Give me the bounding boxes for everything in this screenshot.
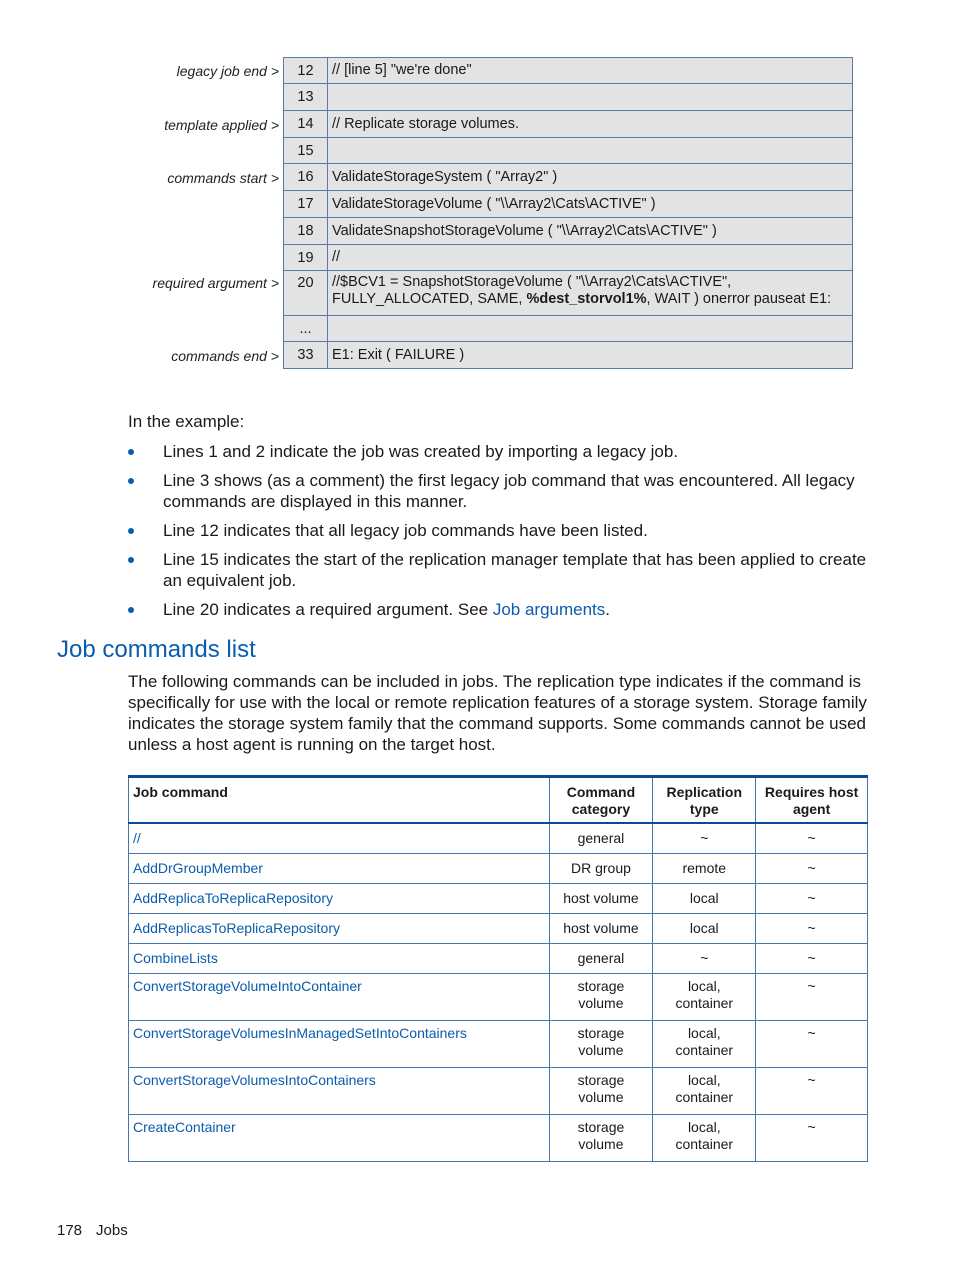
command-category: host volume xyxy=(549,883,653,913)
table-row xyxy=(129,853,868,883)
code-text: , WAIT ) onerror pauseat E1: xyxy=(646,291,832,307)
header-command-category: Command category xyxy=(549,777,653,824)
command-category: storage volume xyxy=(549,973,653,1020)
code-line xyxy=(328,138,853,164)
replication-type: local, container xyxy=(653,973,756,1020)
bullet-icon xyxy=(128,557,134,563)
command-link[interactable]: ConvertStorageVolumeIntoContainer xyxy=(129,973,550,1020)
command-category: host volume xyxy=(549,913,653,943)
listing-annotation: template applied > xyxy=(164,116,279,133)
requires-host-agent: ~ xyxy=(756,853,868,883)
section-paragraph: The following commands can be included in jobs. The replication type indicates if the command is specifically for use with the local or remote replication features of a storage system. Storage family indicates the storage system family that the command supports. Some commands cannot be used unless a host agent is running on the target host. xyxy=(128,672,867,754)
line-number: 20 xyxy=(283,271,328,316)
table-row xyxy=(129,973,868,1020)
command-category: storage volume xyxy=(549,1020,653,1067)
line-number: 18 xyxy=(283,218,328,245)
bullet-text: Line 12 indicates that all legacy job commands have been listed. xyxy=(163,521,648,540)
bullet-suffix: . xyxy=(605,600,611,619)
listing-annotation xyxy=(0,138,283,164)
listing-row xyxy=(0,271,954,316)
listing-annotation xyxy=(0,218,283,245)
replication-type: local xyxy=(653,883,756,913)
command-link[interactable]: AddReplicaToReplicaRepository xyxy=(129,883,550,913)
code-line: ValidateStorageVolume ( "\\Array2\Cats\ACTIVE" ) xyxy=(328,191,853,218)
command-category: general xyxy=(549,943,653,973)
requires-host-agent: ~ xyxy=(756,1114,868,1161)
table-row xyxy=(129,943,868,973)
job-listing-table xyxy=(0,57,954,369)
section-title: Job commands list xyxy=(57,636,256,663)
listing-row xyxy=(0,218,954,245)
listing-annotation xyxy=(0,191,283,218)
job-commands-table xyxy=(128,775,868,1162)
listing-row xyxy=(0,245,954,271)
header-requires-host-agent: Requires host agent xyxy=(756,777,868,824)
requires-host-agent: ~ xyxy=(756,883,868,913)
listing-row xyxy=(0,138,954,164)
replication-type: local, container xyxy=(653,1020,756,1067)
listing-row xyxy=(0,164,954,191)
code-line: // Replicate storage volumes. xyxy=(328,111,853,138)
listing-annotation: required argument > xyxy=(152,275,279,291)
line-number: 16 xyxy=(283,164,328,191)
table-row xyxy=(129,913,868,943)
intro-text: In the example: xyxy=(128,412,245,431)
replication-type: ~ xyxy=(653,943,756,973)
listing-row xyxy=(0,191,954,218)
listing-annotation xyxy=(0,84,283,111)
replication-type: ~ xyxy=(653,823,756,853)
list-item xyxy=(128,520,873,541)
command-link[interactable]: // xyxy=(129,823,550,853)
command-link[interactable]: AddDrGroupMember xyxy=(129,853,550,883)
listing-annotation: legacy job end > xyxy=(176,62,279,79)
requires-host-agent: ~ xyxy=(756,1067,868,1114)
line-number: 17 xyxy=(283,191,328,218)
line-number: ... xyxy=(283,316,328,342)
table-row xyxy=(129,1067,868,1114)
code-line: ValidateSnapshotStorageVolume ( "\\Array2\Cats\ACTIVE" ) xyxy=(328,218,853,245)
listing-annotation xyxy=(0,316,283,342)
bullet-icon xyxy=(128,449,134,455)
command-link[interactable]: CombineLists xyxy=(129,943,550,973)
requires-host-agent: ~ xyxy=(756,1020,868,1067)
requires-host-agent: ~ xyxy=(756,823,868,853)
command-link[interactable]: ConvertStorageVolumesIntoContainers xyxy=(129,1067,550,1114)
table-row xyxy=(129,1020,868,1067)
replication-type: local xyxy=(653,913,756,943)
table-row xyxy=(129,1114,868,1161)
code-line xyxy=(328,84,853,111)
command-category: storage volume xyxy=(549,1114,653,1161)
listing-row xyxy=(0,342,954,369)
footer-section: Jobs xyxy=(96,1222,128,1239)
header-replication-type: Replication type xyxy=(653,777,756,824)
table-row xyxy=(129,823,868,853)
code-text: //$BCV1 = SnapshotStorageVolume ( "\\Array2\Cats\ACTIVE", xyxy=(332,274,732,290)
listing-row xyxy=(0,111,954,138)
replication-type: local, container xyxy=(653,1114,756,1161)
table-row xyxy=(129,883,868,913)
line-number: 12 xyxy=(283,57,328,84)
code-line xyxy=(328,316,853,342)
bullet-icon xyxy=(128,607,134,613)
list-item xyxy=(128,441,873,462)
command-link[interactable]: ConvertStorageVolumesInManagedSetIntoContainers xyxy=(129,1020,550,1067)
listing-annotation xyxy=(0,245,283,271)
line-number: 19 xyxy=(283,245,328,271)
line-number: 13 xyxy=(283,84,328,111)
page-number: 178 xyxy=(57,1222,83,1239)
list-item xyxy=(128,549,873,591)
table-header-row xyxy=(129,777,868,824)
command-link[interactable]: AddReplicasToReplicaRepository xyxy=(129,913,550,943)
line-number: 15 xyxy=(283,138,328,164)
page-footer xyxy=(57,1222,128,1239)
listing-row xyxy=(0,316,954,342)
code-line: // [line 5] "we're done" xyxy=(328,57,853,84)
command-category: DR group xyxy=(549,853,653,883)
bullet-text: Line 20 indicates a required argument. See xyxy=(163,600,493,619)
code-text: FULLY_ALLOCATED, SAME, xyxy=(332,291,527,307)
command-category: general xyxy=(549,823,653,853)
header-job-command: Job command xyxy=(129,777,550,824)
bullet-text: Line 15 indicates the start of the replication manager template that has been applied to create an equivalent job. xyxy=(163,550,867,590)
bullet-text: Lines 1 and 2 indicate the job was created by importing a legacy job. xyxy=(163,442,679,461)
listing-annotation: commands start > xyxy=(167,169,279,186)
listing-annotation: commands end > xyxy=(171,347,279,364)
listing-row xyxy=(0,84,954,111)
command-category: storage volume xyxy=(549,1067,653,1114)
code-line: E1: Exit ( FAILURE ) xyxy=(328,342,853,369)
code-line: ValidateStorageSystem ( "Array2" ) xyxy=(328,164,853,191)
code-line xyxy=(328,271,853,316)
listing-row xyxy=(0,57,954,84)
list-item xyxy=(128,470,873,512)
code-line: // xyxy=(328,245,853,271)
requires-host-agent: ~ xyxy=(756,973,868,1020)
line-number: 14 xyxy=(283,111,328,138)
list-item xyxy=(128,599,873,620)
bullet-text: Line 3 shows (as a comment) the first legacy job command that was encountered. All legacy commands are displayed in this manner. xyxy=(163,471,855,511)
bullet-icon xyxy=(128,478,134,484)
job-arguments-link[interactable]: Job arguments xyxy=(492,600,606,619)
bullet-icon xyxy=(128,528,134,534)
requires-host-agent: ~ xyxy=(756,913,868,943)
example-bullet-list xyxy=(128,441,873,628)
required-argument: %dest_storvol1% xyxy=(526,291,647,307)
line-number: 33 xyxy=(283,342,328,369)
requires-host-agent: ~ xyxy=(756,943,868,973)
command-link[interactable]: CreateContainer xyxy=(129,1114,550,1161)
replication-type: local, container xyxy=(653,1067,756,1114)
replication-type: remote xyxy=(653,853,756,883)
